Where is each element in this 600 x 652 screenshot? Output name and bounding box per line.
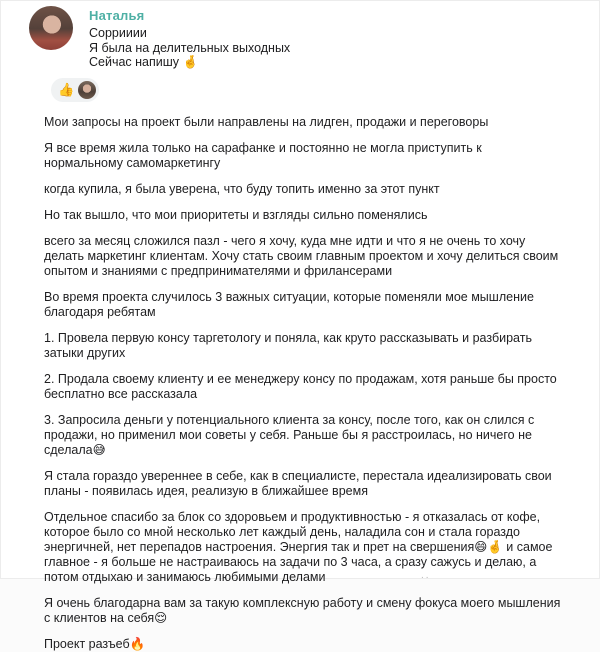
message-line: Сейчас напишу 🤞 xyxy=(89,55,199,69)
message-paragraph: 1. Провела первую консу таргетологу и поняла, как круто рассказывать и разбирать затыки других xyxy=(44,330,532,360)
reaction-pill[interactable] xyxy=(51,78,99,102)
message-header xyxy=(1,1,599,70)
message-paragraph: Я очень благодарна вам за такую комплексную работу и смену фокуса моего мышления с клиентов на себя😌 xyxy=(44,595,561,625)
message-paragraph: Проект разъеб🔥 xyxy=(44,636,146,651)
message-paragraph: 2. Продала своему клиенту и ее менеджеру консу по продажам, хотя раньше бы просто бесплатно все рассказала xyxy=(44,371,557,401)
message-paragraph: Во время проекта случилось 3 важных ситуации, которые поменяли мое мышление благодаря ребятам xyxy=(44,289,534,319)
message-line: Я была на делительных выходных xyxy=(89,40,291,55)
reactor-avatar xyxy=(78,81,96,99)
message-paragraph: Я стала гораздо увереннее в себе, как в специалисте, перестала идеализировать свои планы - появилась идея, реализую в ближайшее время xyxy=(44,468,552,498)
reaction-row xyxy=(51,78,599,102)
cutoff-text: .. xyxy=(421,570,431,581)
sender-avatar[interactable] xyxy=(29,6,73,50)
thumbs-up-icon: 👍 xyxy=(58,82,75,97)
header-text xyxy=(89,8,599,70)
message-body xyxy=(44,115,564,652)
message-paragraph: Я все время жила только на сарафанке и постоянно не могла приступить к нормальному самомаркетингу xyxy=(44,140,482,170)
sender-name[interactable]: Наталья xyxy=(89,8,145,23)
message-line: Соррииии xyxy=(89,26,147,40)
message-paragraph: всего за месяц сложился пазл - чего я хочу, куда мне идти и что я не очень то хочу делать маркетинг клиентам. Хочу стать своим главным проектом и хочу делиться своим опытом и знаниями с предпринимателями и фрилансерами xyxy=(44,233,559,278)
message-paragraph: когда купила, я была уверена, что буду топить именно за этот пункт xyxy=(44,181,440,196)
message-paragraph: Но так вышло, что мои приоритеты и взгляды сильно поменялись xyxy=(44,207,428,222)
message-paragraph: 3. Запросила деньги у потенциального клиента за консу, после того, как он слился с продажи, но применил мои советы у себя. Раньше бы я расстроилась, но ничего не сделала😅 xyxy=(44,412,535,457)
message-paragraph: Отдельное спасибо за блок со здоровьем и продуктивностью - я отказалась от кофе, которое было со мной несколько лет каждый день, наладила сон и стала гораздо энергичней, нет перепадов настроения. Энергия так и прет на свершения😄🤞 и самое главное - я больше не настраиваюсь на задачи по 3 часа, а сразу сажусь и делаю, а потом отдыхаю и занимаюсь любимыми делами xyxy=(44,509,553,584)
intro-lines xyxy=(89,26,599,70)
message-paragraph: Мои запросы на проект были направлены на лидген, продажи и переговоры xyxy=(44,114,489,129)
